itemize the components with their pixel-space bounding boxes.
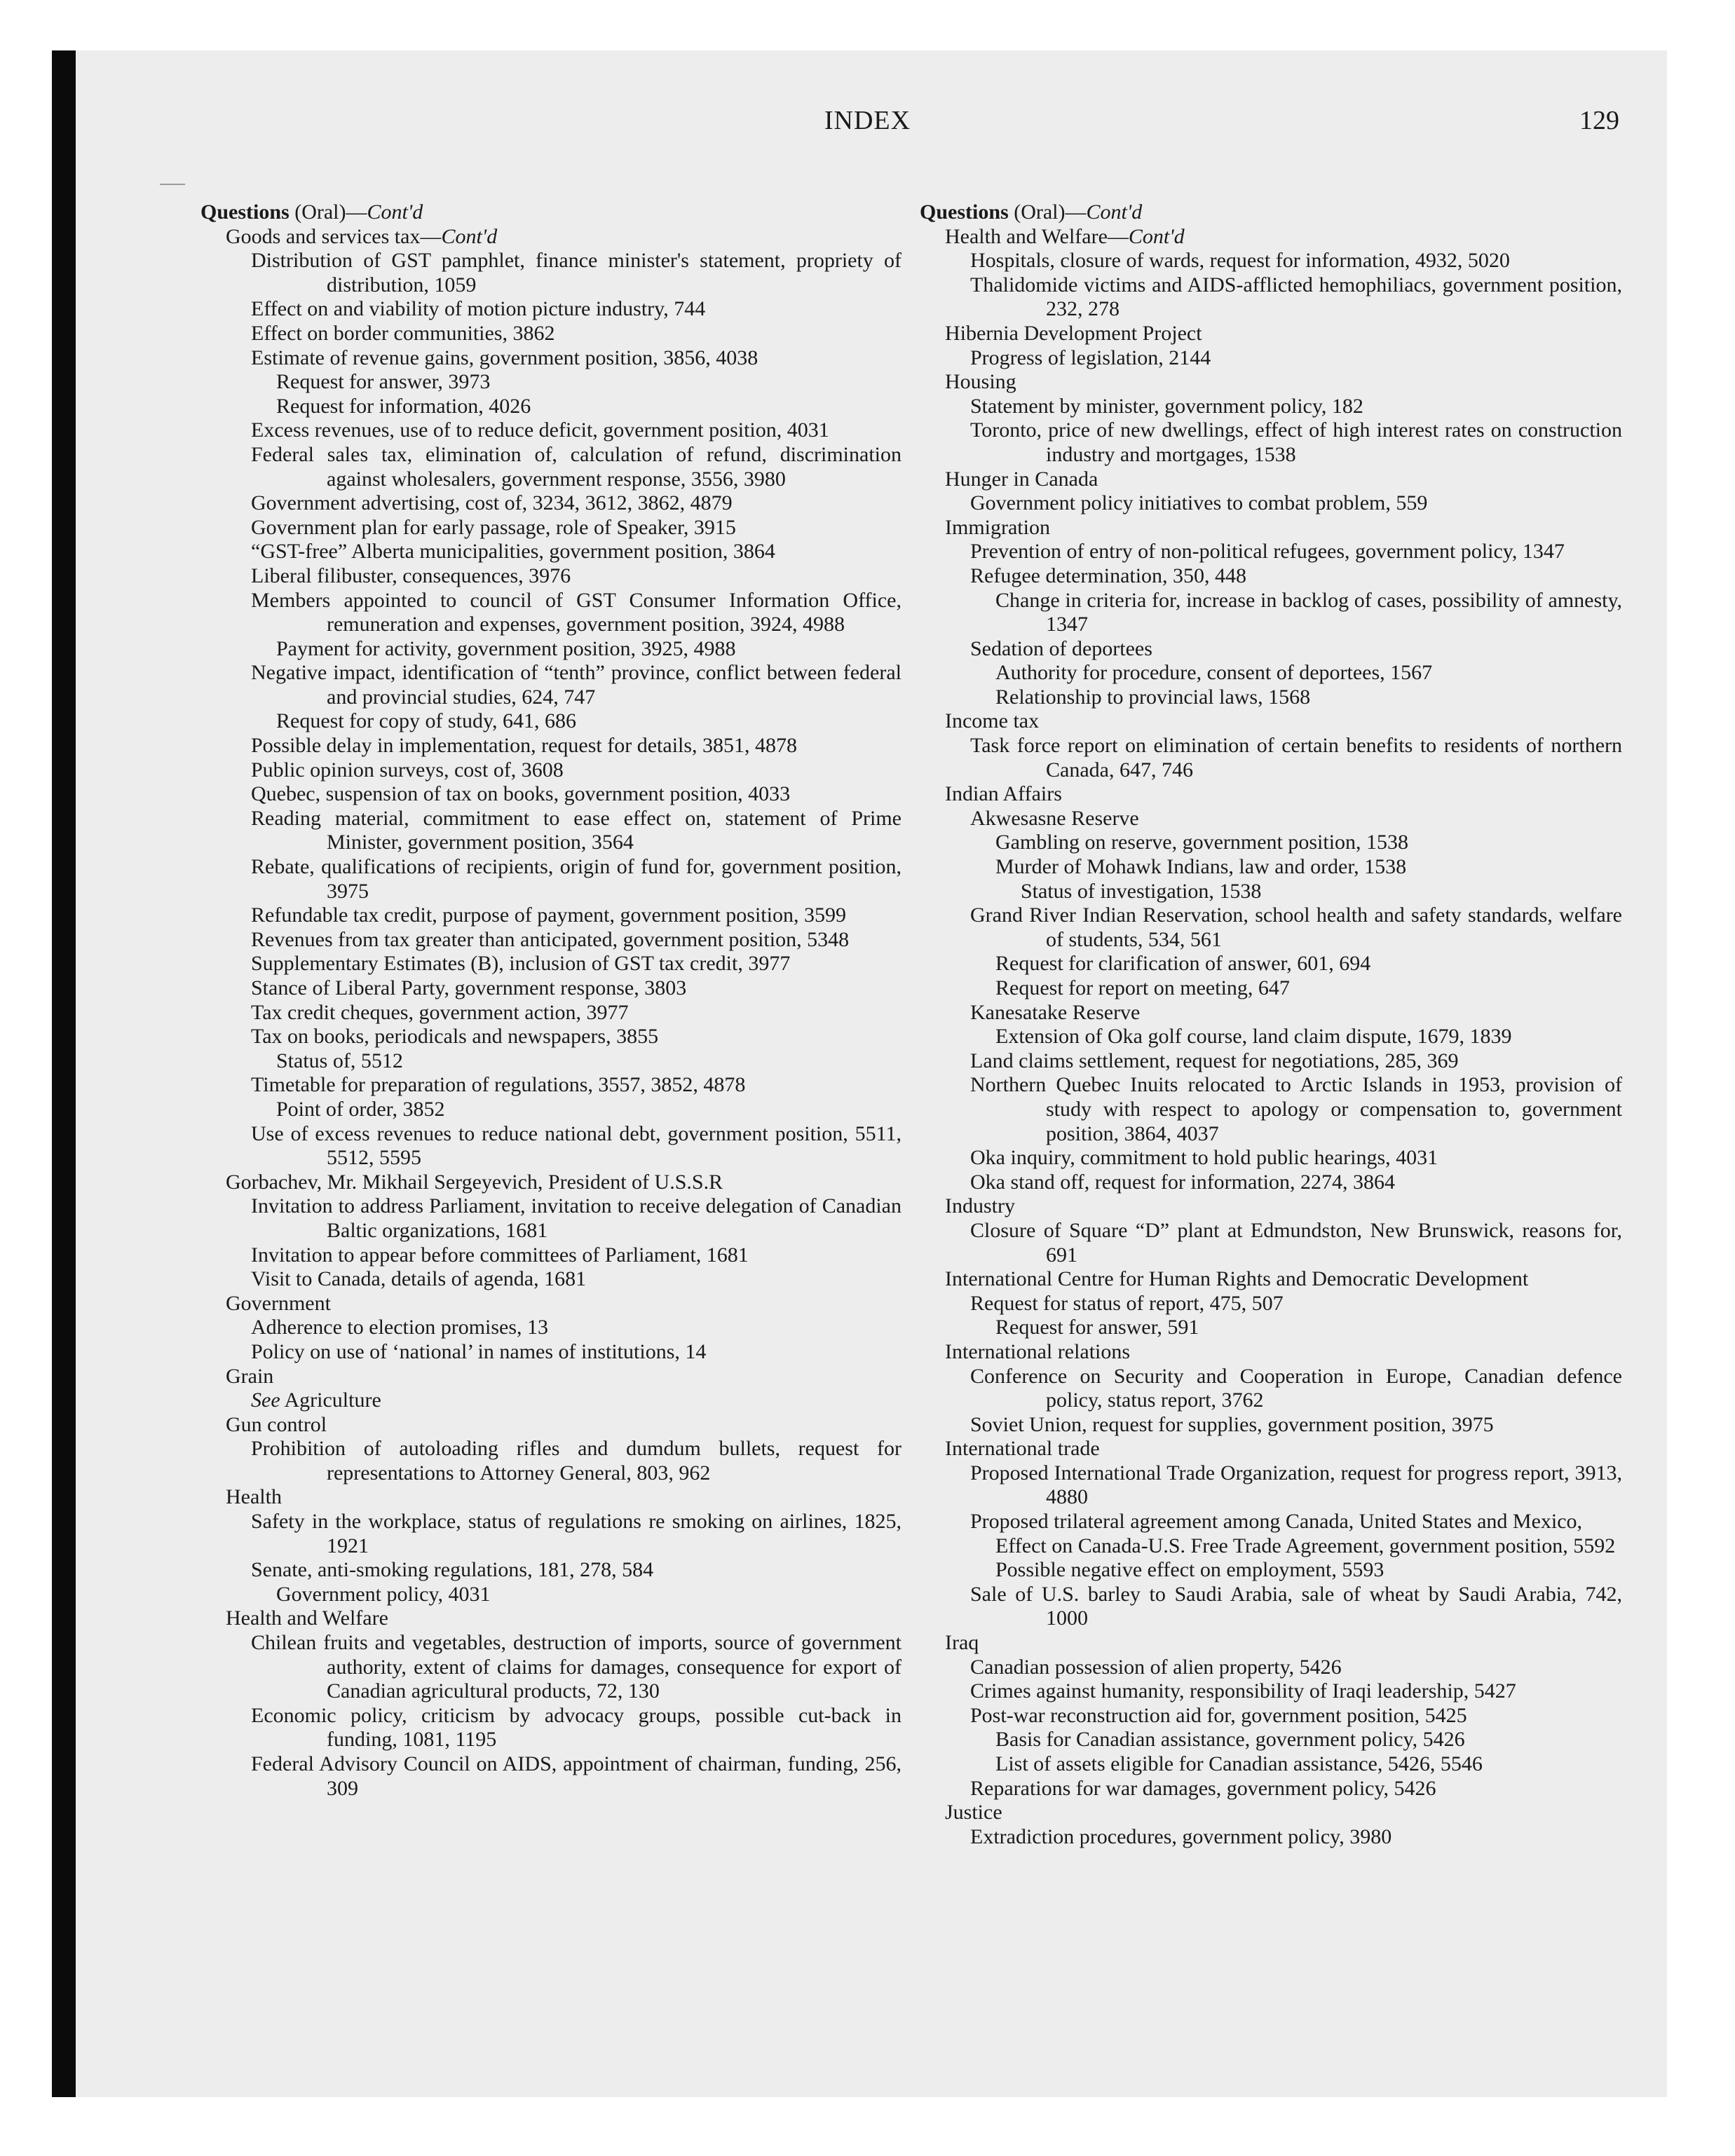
entry-text: Distribution of GST pamphlet, finance minister's statement, propriety of distribution, 1059 [251, 249, 901, 296]
index-entry [200, 346, 901, 371]
index-entry [920, 273, 1622, 322]
entry-text: Government policy, 4031 [276, 1582, 491, 1606]
entry-text: Status of investigation, 1538 [1021, 879, 1262, 903]
entry-text: Agriculture [280, 1389, 381, 1412]
index-entry [920, 1461, 1622, 1510]
entry-text: Invitation to address Parliament, invitation to receive delegation of Canadian Baltic organizations, 1681 [251, 1194, 901, 1242]
entry-text: Sedation of deportees [970, 636, 1152, 660]
entry-text: Payment for activity, government position, 3925, 4988 [276, 636, 736, 660]
index-entry [920, 1704, 1622, 1728]
continued-marker: Cont'd [441, 224, 498, 248]
entry-text: Reading material, commitment to ease effect on, statement of Prime Minister, government position, 3564 [251, 806, 901, 854]
index-entry [200, 758, 901, 783]
index-entry [920, 200, 1622, 225]
index-entry [200, 1122, 901, 1171]
entry-text: Estimate of revenue gains, government position, 3856, 4038 [251, 346, 758, 369]
entry-text: Change in criteria for, increase in backlog of cases, possibility of amnesty, 1347 [995, 588, 1622, 636]
entry-text: Proposed trilateral agreement among Canada, United States and Mexico, [970, 1510, 1583, 1534]
entry-text: Goods and services tax— [226, 224, 442, 248]
entry-text: Request for answer, 591 [995, 1316, 1199, 1339]
entry-text: Request for answer, 3973 [276, 370, 491, 394]
index-entry [920, 1413, 1622, 1438]
index-entry [920, 1219, 1622, 1267]
entry-text: Soviet Union, request for supplies, government position, 3975 [970, 1412, 1494, 1436]
index-entry [200, 540, 901, 564]
entry-text: Relationship to provincial laws, 1568 [995, 685, 1311, 709]
entry-text: Income tax [945, 709, 1040, 733]
entry-text: Visit to Canada, details of agenda, 1681 [251, 1267, 587, 1291]
entry-text: Housing [945, 370, 1016, 394]
entry-text: International relations [945, 1339, 1131, 1363]
index-entry [920, 1679, 1622, 1704]
index-entry [920, 1510, 1622, 1534]
index-entry [920, 1534, 1622, 1559]
index-entry [920, 661, 1622, 685]
entry-text: Closure of Square “D” plant at Edmundston, New Brunswick, reasons for, 691 [970, 1218, 1622, 1267]
continued-marker: Cont'd [1086, 200, 1143, 224]
index-entry [920, 249, 1622, 273]
index-entry [920, 952, 1622, 976]
entry-text: Health [226, 1485, 282, 1509]
index-entry [200, 976, 901, 1001]
entry-text: Refundable tax credit, purpose of payment, government position, 3599 [251, 903, 846, 927]
entry-text: Status of, 5512 [276, 1049, 403, 1072]
entry-heading: Questions [200, 200, 290, 224]
entry-text: Prevention of entry of non-political refugees, government policy, 1347 [970, 540, 1565, 564]
index-column-left [200, 200, 901, 1801]
index-entry [920, 782, 1622, 807]
index-entry [920, 322, 1622, 346]
index-entry [920, 807, 1622, 831]
index-entry [920, 1194, 1622, 1219]
index-entry [920, 637, 1622, 662]
index-entry [200, 1558, 901, 1583]
index-entry [200, 395, 901, 419]
index-entry [920, 564, 1622, 589]
entry-text: Extradiction procedures, government policy, 3980 [970, 1824, 1392, 1848]
entry-text: Iraq [945, 1631, 979, 1655]
index-entry [920, 709, 1622, 734]
index-entry [920, 1073, 1622, 1146]
entry-text: Federal Advisory Council on AIDS, appointment of chairman, funding, 256, 309 [251, 1752, 901, 1800]
index-entry [200, 807, 901, 855]
entry-text: Murder of Mohawk Indians, law and order, 1538 [995, 855, 1407, 879]
entry-text: Request for information, 4026 [276, 394, 531, 418]
index-entry [200, 1073, 901, 1098]
entry-text: List of assets eligible for Canadian assistance, 5426, 5546 [995, 1752, 1483, 1775]
entry-text: Effect on Canada-U.S. Free Trade Agreement, government position, 5592 [995, 1534, 1616, 1557]
index-entry [920, 1437, 1622, 1461]
entry-text: Point of order, 3852 [276, 1097, 445, 1121]
index-entry [200, 1437, 901, 1485]
index-entry [920, 395, 1622, 419]
index-entry [920, 1171, 1622, 1195]
entry-text: Post-war reconstruction aid for, government position, 5425 [970, 1703, 1467, 1727]
index-entry [200, 249, 901, 297]
index-entry [200, 1243, 901, 1268]
entry-text: Negative impact, identification of “tenth” province, conflict between federal and provincial studies, 624, 747 [251, 661, 901, 709]
index-entry [200, 1267, 901, 1292]
entry-text: Grain [226, 1364, 274, 1388]
index-entry [200, 1171, 901, 1195]
index-entry [200, 855, 901, 903]
entry-text: Rebate, qualifications of recipients, origin of fund for, government position, 3975 [251, 855, 901, 903]
entry-text: Oka stand off, request for information, 2274, 3864 [970, 1170, 1395, 1194]
index-entry [200, 418, 901, 443]
entry-text: Justice [945, 1801, 1002, 1824]
entry-text: Effect on border communities, 3862 [251, 321, 555, 345]
entry-text: Government [226, 1291, 331, 1315]
entry-text: Possible negative effect on employment, 5593 [995, 1558, 1384, 1582]
index-entry [920, 516, 1622, 540]
entry-text: Federal sales tax, elimination of, calculation of refund, discrimination against wholesalers, government response, 3556, 3980 [251, 442, 901, 491]
index-entry [200, 1025, 901, 1049]
index-entry [200, 1389, 901, 1413]
page-number: 129 [1579, 106, 1619, 135]
entry-text: Supplementary Estimates (B), inclusion of GST tax credit, 3977 [251, 952, 791, 976]
index-entry [920, 225, 1622, 250]
entry-text: Oka inquiry, commitment to hold public hearings, 4031 [970, 1146, 1438, 1170]
margin-mark [160, 184, 185, 185]
index-entry [920, 1365, 1622, 1413]
entry-text: Tax on books, periodicals and newspapers, 3855 [251, 1025, 659, 1049]
entry-text: Chilean fruits and vegetables, destruction of imports, source of government authority, extent of claims for damages, consequence for export of Canadian agricultural products, 72, 130 [251, 1631, 901, 1703]
index-entry [200, 637, 901, 662]
index-entry [920, 855, 1622, 880]
entry-text: Revenues from tax greater than anticipated, government position, 5348 [251, 927, 850, 951]
index-entry [200, 734, 901, 758]
entry-text: Use of excess revenues to reduce national debt, government position, 5511, 5512, 5595 [251, 1121, 901, 1170]
entry-text: Sale of U.S. barley to Saudi Arabia, sale of wheat by Saudi Arabia, 742, 1000 [970, 1582, 1622, 1630]
index-entry [200, 661, 901, 709]
index-entry [920, 976, 1622, 1001]
index-entry [920, 1316, 1622, 1340]
entry-text: Hunger in Canada [945, 467, 1098, 491]
entry-text: Stance of Liberal Party, government response, 3803 [251, 976, 687, 999]
entry-text: Health and Welfare [226, 1606, 388, 1630]
entry-text: Gambling on reserve, government position, 1538 [995, 831, 1409, 854]
entry-text: Tax credit cheques, government action, 3977 [251, 1000, 629, 1024]
index-entry [920, 491, 1622, 516]
index-entry [920, 1049, 1622, 1074]
entry-text: Progress of legislation, 2144 [970, 346, 1211, 369]
entry-text: Effect on and viability of motion picture industry, 744 [251, 297, 706, 321]
entry-text: Safety in the workplace, status of regulations re smoking on airlines, 1825, 1921 [251, 1510, 901, 1557]
index-entry [920, 468, 1622, 492]
continued-marker: Cont'd [1128, 224, 1185, 248]
index-entry [920, 1656, 1622, 1680]
index-entry [920, 1752, 1622, 1777]
entry-text: Thalidomide victims and AIDS-afflicted hemophiliacs, government position, 232, 278 [970, 273, 1622, 321]
index-entry [200, 1752, 901, 1801]
index-entry [200, 322, 901, 346]
continued-marker: Cont'd [367, 200, 423, 224]
index-entry [200, 928, 901, 953]
index-entry [920, 1801, 1622, 1825]
entry-text: Akwesasne Reserve [970, 806, 1139, 830]
entry-text: Adherence to election promises, 13 [251, 1316, 549, 1339]
index-entry [920, 1292, 1622, 1316]
index-entry [920, 540, 1622, 564]
entry-text: Senate, anti-smoking regulations, 181, 278, 584 [251, 1558, 654, 1582]
index-entry [200, 516, 901, 540]
scan-edge-shadow [52, 50, 76, 2097]
entry-text: Prohibition of autoloading rifles and dumdum bullets, request for representations to Attorney General, 803, 962 [251, 1437, 901, 1485]
index-entry [920, 685, 1622, 710]
entry-heading: Questions [920, 200, 1009, 224]
entry-text: International Centre for Human Rights and Democratic Development [945, 1267, 1529, 1291]
index-entry [200, 200, 901, 225]
entry-text: Kanesatake Reserve [970, 1000, 1141, 1024]
entry-text: Industry [945, 1194, 1015, 1218]
index-entry [200, 1704, 901, 1752]
entry-text: Quebec, suspension of tax on books, government position, 4033 [251, 782, 791, 806]
entry-text: Economic policy, criticism by advocacy groups, possible cut-back in funding, 1081, 1195 [251, 1703, 901, 1752]
entry-text: Timetable for preparation of regulations, 3557, 3852, 4878 [251, 1073, 746, 1097]
index-entry [200, 370, 901, 395]
entry-text: Public opinion surveys, cost of, 3608 [251, 758, 564, 782]
index-entry [200, 491, 901, 516]
entry-text: (Oral)— [289, 200, 367, 224]
entry-text: Reparations for war damages, government policy, 5426 [970, 1776, 1436, 1800]
index-entry [920, 1825, 1622, 1850]
entry-text: Government plan for early passage, role of Speaker, 3915 [251, 515, 736, 539]
entry-text: Grand River Indian Reservation, school health and safety standards, welfare of students, 534, 561 [970, 903, 1622, 951]
entry-text: Members appointed to council of GST Consumer Information Office, remuneration and expenses, government position, 3924, 4988 [251, 588, 901, 636]
index-entry [200, 709, 901, 734]
entry-text: Basis for Canadian assistance, government policy, 5426 [995, 1728, 1465, 1752]
index-entry [200, 1583, 901, 1607]
index-entry [920, 1777, 1622, 1801]
entry-text: Request for status of report, 475, 507 [970, 1291, 1284, 1315]
index-entry [200, 782, 901, 807]
index-entry [200, 225, 901, 250]
entry-text: Task force report on elimination of certain benefits to residents of northern Canada, 647, 746 [970, 734, 1622, 782]
entry-text: (Oral)— [1008, 200, 1087, 224]
entry-text: Liberal filibuster, consequences, 3976 [251, 564, 571, 587]
entry-text: Toronto, price of new dwellings, effect of high interest rates on construction industry and mortgages, 1538 [970, 418, 1622, 466]
index-entry [200, 1631, 901, 1704]
index-entry [200, 1510, 901, 1558]
index-entry [920, 1631, 1622, 1656]
entry-text: Authority for procedure, consent of deportees, 1567 [995, 661, 1433, 685]
index-entry [920, 1146, 1622, 1171]
index-entry [920, 346, 1622, 371]
index-entry [920, 370, 1622, 395]
index-entry [920, 734, 1622, 782]
entry-text: Indian Affairs [945, 782, 1062, 806]
entry-text: Possible delay in implementation, request for details, 3851, 4878 [251, 734, 798, 758]
entry-text: Government advertising, cost of, 3234, 3612, 3862, 4879 [251, 491, 733, 515]
index-entry [200, 1001, 901, 1025]
entry-text: Hibernia Development Project [945, 321, 1202, 345]
index-entry [200, 589, 901, 637]
index-entry [200, 1606, 901, 1631]
entry-text: Proposed International Trade Organization, request for progress report, 3913, 4880 [970, 1461, 1622, 1509]
entry-text: Statement by minister, government policy, 182 [970, 394, 1363, 418]
index-entry [920, 418, 1622, 467]
index-entry [200, 297, 901, 322]
index-entry [920, 880, 1622, 904]
entry-text: Request for copy of study, 641, 686 [276, 709, 576, 733]
index-column-right [920, 200, 1622, 1849]
index-entry [200, 1049, 901, 1074]
index-entry [200, 1098, 901, 1122]
index-entry [920, 831, 1622, 855]
index-entry [200, 1413, 901, 1438]
entry-text: Health and Welfare— [945, 224, 1129, 248]
index-entry [920, 1728, 1622, 1752]
index-entry [920, 1025, 1622, 1049]
entry-text: Canadian possession of alien property, 5426 [970, 1655, 1342, 1679]
index-entry [920, 1340, 1622, 1365]
index-entry [200, 952, 901, 976]
page-title: INDEX [824, 106, 911, 135]
entry-text: Crimes against humanity, responsibility of Iraqi leadership, 5427 [970, 1679, 1516, 1703]
entry-text: Invitation to appear before committees of Parliament, 1681 [251, 1243, 749, 1267]
entry-text: Immigration [945, 515, 1050, 539]
index-entry [200, 564, 901, 589]
index-entry [920, 1558, 1622, 1583]
entry-text: Government policy initiatives to combat problem, 559 [970, 491, 1428, 515]
entry-text: Policy on use of ‘national’ in names of institutions, 14 [251, 1339, 707, 1363]
entry-text: Refugee determination, 350, 448 [970, 564, 1247, 587]
index-entry [920, 903, 1622, 952]
index-entry [920, 589, 1622, 637]
see-reference: See [251, 1389, 280, 1412]
index-entry [920, 1583, 1622, 1631]
entry-text: Conference on Security and Cooperation in Europe, Canadian defence policy, status report, 3762 [970, 1364, 1622, 1412]
index-entry [200, 1292, 901, 1316]
entry-text: Land claims settlement, request for negotiations, 285, 369 [970, 1049, 1459, 1072]
index-entry [200, 903, 901, 928]
index-entry [200, 1485, 901, 1510]
entry-text: Request for clarification of answer, 601, 694 [995, 952, 1371, 976]
index-entry [920, 1267, 1622, 1292]
entry-text: Northern Quebec Inuits relocated to Arctic Islands in 1953, provision of study with respect to apology or compensation to, government position, 3864, 4037 [970, 1073, 1622, 1145]
entry-text: Excess revenues, use of to reduce deficit, government position, 4031 [251, 418, 829, 442]
entry-text: Request for report on meeting, 647 [995, 976, 1290, 999]
entry-text: “GST-free” Alberta municipalities, government position, 3864 [251, 540, 775, 564]
entry-text: International trade [945, 1437, 1100, 1461]
index-entry [200, 1365, 901, 1389]
index-entry [200, 1194, 901, 1243]
index-entry [920, 1001, 1622, 1025]
index-entry [200, 443, 901, 491]
entry-text: Hospitals, closure of wards, request for information, 4932, 5020 [970, 249, 1510, 273]
entry-text: Extension of Oka golf course, land claim dispute, 1679, 1839 [995, 1025, 1512, 1049]
entry-text: Gorbachev, Mr. Mikhail Sergeyevich, President of U.S.S.R [226, 1170, 723, 1194]
entry-text: Gun control [226, 1412, 327, 1436]
index-entry [200, 1340, 901, 1365]
index-entry [200, 1316, 901, 1340]
